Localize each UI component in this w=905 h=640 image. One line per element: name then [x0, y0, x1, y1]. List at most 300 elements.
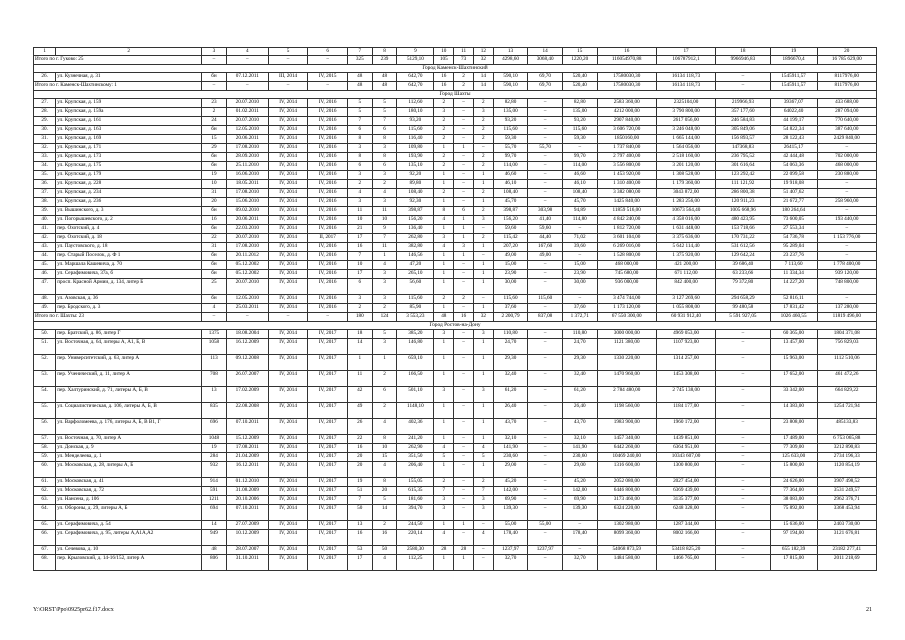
total-cell: 1026 460,55 — [770, 313, 817, 322]
column-number-row — [34, 48, 877, 56]
table-cell: 54 822,34 — [770, 126, 817, 135]
table-cell: IV, 2014 — [268, 304, 308, 313]
table-cell: 7 — [347, 117, 372, 126]
table-cell: 61,20 — [562, 387, 597, 403]
table-cell: – — [473, 295, 493, 304]
table-cell: 1439 851,00 — [656, 435, 715, 444]
table-cell: IV, 2016 — [308, 135, 348, 144]
table-cell: – — [454, 444, 474, 453]
table-cell: – — [528, 180, 563, 189]
table-cell: 54. — [34, 387, 56, 403]
table-cell: 109,80 — [397, 144, 434, 153]
table-cell: 756 829,03 — [817, 339, 876, 355]
address-cell: ул. Азовская, д. 36 — [56, 295, 202, 304]
table-cell: 36. — [34, 180, 56, 189]
column-number: 7 — [347, 48, 372, 56]
table-cell: 4 — [372, 462, 397, 478]
table-cell: 16 — [372, 530, 397, 546]
total-cell: – — [226, 56, 268, 65]
table-cell: 1 — [434, 270, 454, 279]
table-cell: 156 893,57 — [716, 135, 770, 144]
table-cell: 3135 377,00 — [656, 496, 715, 505]
table-cell: IV, 2016 — [308, 295, 348, 304]
table-cell: 949 — [202, 530, 227, 546]
table-cell: 1 173 120,00 — [597, 304, 656, 313]
table-cell: IV, 2016 — [308, 279, 348, 295]
table-cell: 55,00 — [493, 521, 528, 530]
table-cell: 99 480,58 — [716, 304, 770, 313]
address-cell: пер. Бродского, д. 3 — [56, 304, 202, 313]
address-cell: ул. Серафимовича, д. 54 — [56, 521, 202, 530]
table-cell: 43,70 — [562, 419, 597, 435]
table-cell: 34. — [34, 162, 56, 171]
table-cell: – — [528, 189, 563, 198]
total-cell: 239 — [372, 56, 397, 65]
table-cell: – — [528, 304, 563, 313]
table-cell: 2 — [454, 73, 474, 82]
table-cell: 85,90 — [397, 304, 434, 313]
table-cell: 10 — [347, 216, 372, 225]
table-cell: – — [454, 435, 474, 444]
table-cell: 15 963,00 — [770, 355, 817, 371]
table-cell: 73 600,05 — [770, 216, 817, 225]
table-row — [34, 419, 877, 435]
table-cell: 20.07.2010 — [226, 279, 268, 295]
table-cell: 17.08.2010 — [226, 243, 268, 252]
table-cell: IV, 2014 — [268, 330, 308, 339]
table-cell: 2 — [434, 189, 454, 198]
table-cell: 1 — [473, 355, 493, 371]
table-cell: 8 — [347, 153, 372, 162]
table-cell: 93,20 — [493, 117, 528, 126]
table-cell: IV, 2014 — [268, 478, 308, 487]
table-cell: 63. — [34, 496, 56, 505]
table-cell: бн — [202, 252, 227, 261]
table-cell: 7 — [434, 487, 454, 496]
table-cell: 44 199,17 — [770, 117, 817, 126]
table-cell: IV, 2016 — [308, 216, 348, 225]
table-cell: 178,40 — [562, 530, 597, 546]
table-row — [34, 73, 877, 82]
table-cell: 2734 196,33 — [817, 453, 876, 462]
column-number: 12 — [473, 48, 493, 56]
table-cell: 67. — [34, 546, 56, 555]
table-cell: 53418 825,20 — [656, 546, 715, 555]
table-cell: 26.07.2007 — [226, 371, 268, 387]
table-cell: 50 — [347, 505, 372, 521]
column-number: 17 — [656, 48, 715, 56]
total-cell: 837,08 — [528, 313, 563, 322]
table-cell: – — [716, 555, 770, 571]
total-cell: – — [308, 82, 348, 91]
table-row — [34, 521, 877, 530]
total-cell: 105 — [434, 56, 454, 65]
table-cell: – — [562, 225, 597, 234]
table-cell: 590,10 — [493, 73, 528, 82]
table-cell: 50. — [34, 330, 56, 339]
table-cell: – — [562, 144, 597, 153]
table-cell: IV, 2016 — [308, 189, 348, 198]
table-cell: 45. — [34, 261, 56, 270]
table-cell: 3 790 800,00 — [656, 108, 715, 117]
address-cell: ул. Крупская, д. 159а — [56, 108, 202, 117]
table-cell: – — [528, 478, 563, 487]
table-cell: 47,20 — [397, 261, 434, 270]
table-cell: 1457 340,00 — [597, 435, 656, 444]
table-cell: 1 — [454, 252, 474, 261]
table-cell: 18.08.2004 — [226, 330, 268, 339]
table-cell: IV, 2014 — [268, 243, 308, 252]
column-number: 11 — [454, 48, 474, 56]
table-row — [34, 478, 877, 487]
table-cell: 219966,93 — [716, 99, 770, 108]
table-cell: 14 — [347, 339, 372, 355]
address-cell: ул. Кузнечная, д. 31 — [56, 73, 202, 82]
total-cell: 1896670,4 — [770, 56, 817, 65]
table-cell: 22.08.2008 — [226, 403, 268, 419]
table-cell: 11 — [347, 207, 372, 216]
table-cell: 44. — [34, 252, 56, 261]
table-cell: 89,80 — [397, 180, 434, 189]
table-cell: – — [528, 261, 563, 270]
table-cell: 2 — [434, 135, 454, 144]
table-cell: 1 — [434, 339, 454, 355]
table-cell: 49 — [347, 403, 372, 419]
table-cell: 1 — [473, 419, 493, 435]
table-cell: 108,40 — [562, 189, 597, 198]
table-cell: – — [454, 279, 474, 295]
table-cell: 748 800,00 — [817, 279, 876, 295]
table-cell: 53 — [347, 546, 372, 555]
table-cell: 1 — [434, 252, 454, 261]
table-cell: 2 — [473, 207, 493, 216]
table-cell: 1453 308,00 — [656, 371, 715, 387]
table-cell: 1121 380,00 — [597, 339, 656, 355]
total-cell: 16134 118,73 — [656, 82, 715, 91]
table-cell: IV, 2014 — [268, 339, 308, 355]
total-label: Итого по г. Гуково: 25 — [34, 56, 202, 65]
table-cell: 2429 840,00 — [817, 135, 876, 144]
table-cell: 13 — [347, 521, 372, 530]
table-cell: 1 — [434, 555, 454, 571]
table-cell: – — [473, 546, 493, 555]
table-cell: бн — [202, 126, 227, 135]
table-cell: 287 094,00 — [817, 108, 876, 117]
table-cell: 16.06.2010 — [226, 171, 268, 180]
table-cell: 1 — [434, 171, 454, 180]
table-cell: 1 — [473, 304, 493, 313]
table-cell: 1 528 800,00 — [597, 252, 656, 261]
table-cell: IV, 2017 — [308, 435, 348, 444]
table-cell: – — [528, 162, 563, 171]
table-cell: 24,70 — [562, 339, 597, 355]
column-number: 20 — [817, 48, 876, 56]
table-cell: 1 812 720,00 — [597, 225, 656, 234]
table-cell: 1 — [454, 521, 474, 530]
table-cell: IV, 2014 — [268, 279, 308, 295]
table-cell: 4 — [434, 216, 454, 225]
table-cell: – — [454, 198, 474, 207]
table-cell: 29,30 — [493, 355, 528, 371]
table-cell: 6 — [372, 162, 397, 171]
table-cell: 1375 — [202, 330, 227, 339]
table-cell: 694 — [202, 505, 227, 521]
table-cell: 671 112,00 — [656, 270, 715, 279]
table-cell: IV, 2017 — [308, 505, 348, 521]
table-cell: 64. — [34, 505, 56, 521]
table-cell: 2 — [347, 304, 372, 313]
table-cell: 1545911,57 — [770, 73, 817, 82]
table-cell: 45,20 — [562, 478, 597, 487]
table-cell: 2962 376,71 — [817, 496, 876, 505]
total-cell: 2 — [454, 82, 474, 91]
table-cell: 3 201 120,00 — [656, 162, 715, 171]
table-cell: 14 — [473, 73, 493, 82]
table-cell: – — [528, 126, 563, 135]
table-cell: – — [528, 435, 563, 444]
table-cell: III, 2014 — [268, 73, 308, 82]
table-cell: – — [454, 261, 474, 270]
table-cell: 22.03.2010 — [226, 225, 268, 234]
table-cell: 3 — [473, 330, 493, 339]
table-cell: 433 688,00 — [817, 99, 876, 108]
table-cell: 6 269 016,00 — [597, 243, 656, 252]
table-cell: 1211 — [202, 496, 227, 505]
table-cell: – — [528, 403, 563, 419]
table-cell: 3173 460,00 — [597, 496, 656, 505]
table-cell: 2 — [372, 304, 397, 313]
table-cell: 398,87 — [397, 207, 434, 216]
table-cell: 10 — [347, 261, 372, 270]
table-cell: бн — [202, 295, 227, 304]
table-cell: 8 — [372, 135, 397, 144]
table-cell: 1 — [434, 304, 454, 313]
table-cell: – — [562, 546, 597, 555]
table-cell: IV, 2016 — [308, 153, 348, 162]
table-cell: 55,00 — [528, 521, 563, 530]
table-cell: 137 280,00 — [817, 304, 876, 313]
table-cell: 8 — [372, 478, 397, 487]
table-cell: – — [454, 126, 474, 135]
table-cell: 59,30 — [562, 135, 597, 144]
total-cell: 124 — [372, 313, 397, 322]
table-cell: 33 342,00 — [770, 387, 817, 403]
table-cell: IV, 2014 — [268, 295, 308, 304]
total-cell: 11819 496,00 — [817, 313, 876, 322]
table-cell: – — [528, 487, 563, 496]
total-cell: 1 372,71 — [562, 313, 597, 322]
table-cell: – — [454, 99, 474, 108]
table-cell: 07.10.2011 — [226, 505, 268, 521]
table-cell: IV, 2017 — [308, 453, 348, 462]
city-section-row — [34, 91, 877, 99]
table-row — [34, 126, 877, 135]
address-cell: ул. Восточная, д. 70, литер А — [56, 435, 202, 444]
table-cell: 2 — [434, 126, 454, 135]
table-cell: – — [454, 304, 474, 313]
table-cell: 2 784 480,00 — [597, 387, 656, 403]
table-cell: 51. — [34, 339, 56, 355]
table-cell: 48 — [347, 73, 372, 82]
table-cell: 1 — [473, 198, 493, 207]
table-cell: 29 — [202, 144, 227, 153]
column-number: 4 — [226, 48, 268, 56]
table-cell: 17 — [347, 234, 372, 243]
table-row — [34, 171, 877, 180]
total-cell: 60 931 912,40 — [656, 313, 715, 322]
table-cell: 7 — [347, 496, 372, 505]
table-cell: 18 — [347, 330, 372, 339]
table-cell: 1 — [434, 462, 454, 478]
table-cell: 1 — [473, 339, 493, 355]
table-cell: 468 000,00 — [597, 261, 656, 270]
table-cell: IV, 2016 — [308, 144, 348, 153]
table-cell: – — [716, 478, 770, 487]
table-cell: 25.03.2011 — [226, 304, 268, 313]
table-cell: 114,00 — [493, 162, 528, 171]
table-cell: 32,40 — [562, 371, 597, 387]
table-cell: 3 — [434, 505, 454, 521]
table-cell: 1 — [434, 279, 454, 295]
table-cell: 12.05.2010 — [226, 126, 268, 135]
table-cell: – — [454, 496, 474, 505]
table-cell: 15 800,00 — [770, 462, 817, 478]
table-cell: 147368,83 — [716, 144, 770, 153]
table-cell: 42 444,48 — [770, 153, 817, 162]
total-cell: – — [308, 313, 348, 322]
total-cell: 1220,20 — [562, 56, 597, 65]
table-cell: 19 — [202, 171, 227, 180]
table-cell: 1 — [434, 371, 454, 387]
table-cell: 115,60 — [562, 126, 597, 135]
table-cell: – — [528, 270, 563, 279]
table-cell: IV, 2016 — [308, 108, 348, 117]
table-cell: 2 — [473, 189, 493, 198]
table-cell: 286 800,38 — [716, 189, 770, 198]
table-cell: 5 — [347, 99, 372, 108]
total-cell: 325 — [347, 56, 372, 65]
table-cell: 1 — [473, 371, 493, 387]
table-cell: – — [716, 371, 770, 387]
table-cell: 23182 277,41 — [817, 546, 876, 555]
table-cell: 1287 344,00 — [656, 521, 715, 530]
table-cell: 4 — [434, 530, 454, 546]
table-cell: 125 633,00 — [770, 453, 817, 462]
table-cell: 2 — [372, 521, 397, 530]
table-cell: 15,00 — [562, 261, 597, 270]
table-cell: – — [528, 330, 563, 339]
table-cell: бн — [202, 225, 227, 234]
table-cell: 108,40 — [397, 189, 434, 198]
table-cell: 59,60 — [493, 225, 528, 234]
table-cell: 3 — [434, 496, 454, 505]
table-cell: 2 — [372, 403, 397, 419]
total-cell: 5129,10 — [397, 56, 434, 65]
table-row — [34, 505, 877, 521]
table-cell: 26 — [347, 419, 372, 435]
table-cell: 642,70 — [397, 73, 434, 82]
table-cell: – — [454, 171, 474, 180]
table-cell: 37. — [34, 189, 56, 198]
table-cell: бн — [202, 207, 227, 216]
table-cell: 5 — [372, 99, 397, 108]
table-cell: 5 — [372, 108, 397, 117]
table-cell: 41. — [34, 225, 56, 234]
table-cell: 1484 580,00 — [597, 555, 656, 571]
table-cell: 1 179 360,00 — [656, 180, 715, 189]
table-cell: 20.06.2011 — [226, 135, 268, 144]
table-cell: 7 — [372, 117, 397, 126]
table-cell: 31. — [34, 135, 56, 144]
table-cell: 1058 — [202, 339, 227, 355]
table-cell: 1314 257,00 — [656, 355, 715, 371]
table-cell: – — [817, 189, 876, 198]
table-cell: 8117976,00 — [817, 73, 876, 82]
table-cell: 20.06.2011 — [226, 216, 268, 225]
table-cell: 11 — [347, 371, 372, 387]
table-cell: IV, 2016 — [308, 270, 348, 279]
table-cell: 10.12.2009 — [226, 530, 268, 546]
table-cell: 41,40 — [528, 216, 563, 225]
table-cell: 155,05 — [397, 478, 434, 487]
table-row — [34, 108, 877, 117]
table-cell: 2 — [473, 135, 493, 144]
table-cell: – — [716, 521, 770, 530]
table-cell: – — [528, 117, 563, 126]
table-cell: 61,20 — [493, 387, 528, 403]
table-cell: 01.02.2011 — [226, 108, 268, 117]
table-cell: IV, 2014 — [268, 496, 308, 505]
table-cell: 181,60 — [397, 496, 434, 505]
table-cell: IV, 2016 — [308, 198, 348, 207]
table-cell: 29,30 — [562, 355, 597, 371]
table-cell: 52 816,11 — [770, 295, 817, 304]
table-cell: 15.12.2009 — [226, 435, 268, 444]
table-cell: – — [817, 243, 876, 252]
total-cell: – — [202, 56, 227, 65]
table-cell: 24,70 — [493, 339, 528, 355]
table-cell: IV, 2016 — [308, 171, 348, 180]
table-cell: 1 310 400,00 — [597, 180, 656, 189]
table-cell: – — [528, 419, 563, 435]
table-cell: 94,89 — [562, 207, 597, 216]
total-cell: 180 — [347, 313, 372, 322]
total-cell: 3 553,23 — [397, 313, 434, 322]
table-cell: 20 — [372, 487, 397, 496]
table-cell: 6 — [347, 162, 372, 171]
table-cell: 301 616,64 — [716, 162, 770, 171]
table-cell: 59,30 — [493, 135, 528, 144]
table-cell: 14 383,00 — [770, 403, 817, 419]
table-cell: 13 457,00 — [770, 339, 817, 355]
table-cell: 262,90 — [397, 444, 434, 453]
table-cell: 4 — [473, 530, 493, 546]
table-cell: 44,40 — [528, 234, 563, 243]
total-row — [34, 56, 877, 65]
table-cell: 139,30 — [562, 505, 597, 521]
table-cell: IV, 2014 — [268, 530, 308, 546]
table-cell: 25.11.2010 — [226, 162, 268, 171]
table-cell: 3 556 800,00 — [597, 162, 656, 171]
table-cell: 1 — [434, 355, 454, 371]
table-cell: 303,98 — [528, 207, 563, 216]
table-cell: 3 375 636,00 — [656, 234, 715, 243]
table-cell: 4 358 016,00 — [656, 216, 715, 225]
table-cell: 1107 923,00 — [656, 339, 715, 355]
table-cell: 1 — [434, 180, 454, 189]
address-cell: ул. Серафимовича, д. 95, литеры А,А1А,А2 — [56, 530, 202, 546]
table-cell: 142,00 — [493, 487, 528, 496]
